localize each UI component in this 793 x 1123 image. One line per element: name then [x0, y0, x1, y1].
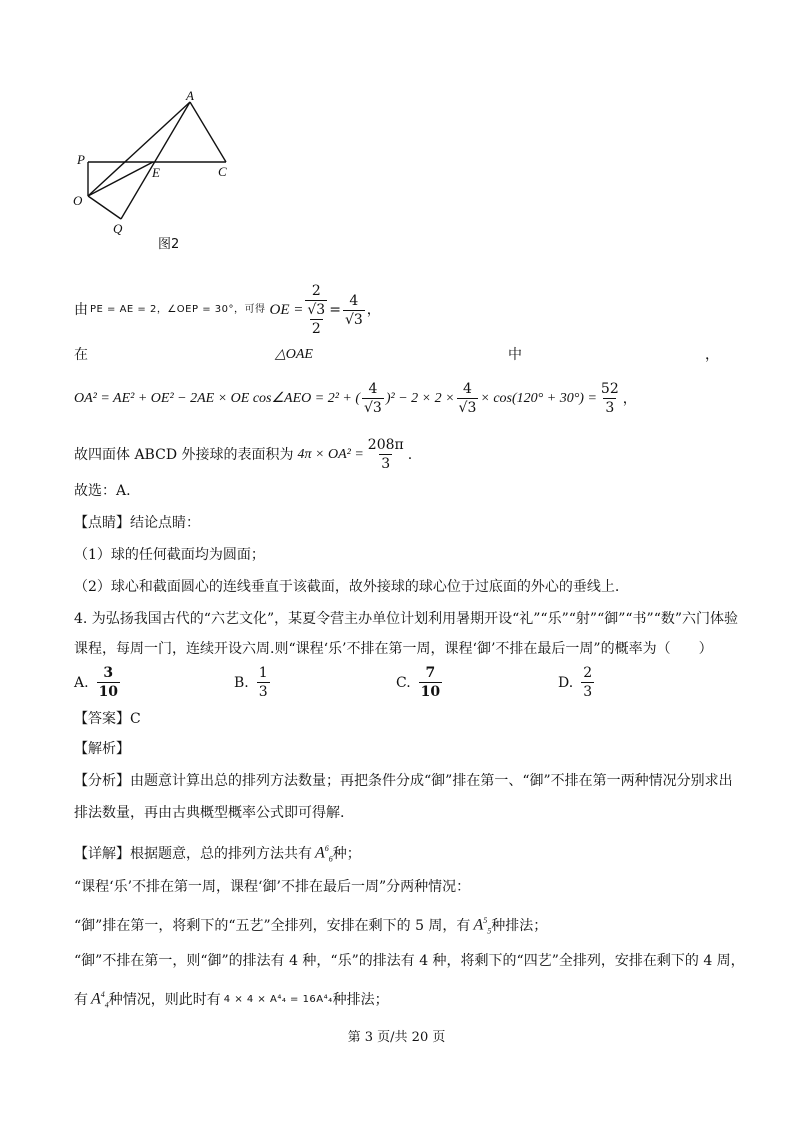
arrangement-a66: $A^6_6$	[315, 844, 333, 864]
surface-area-line: 故四面体 ABCD 外接球的表面积为 4π × OA² = $\frac{208\pi}{3}$ .	[74, 437, 413, 472]
detail-line: 【详解】根据题意，总的排列方法共有 $A^6_6$ 种；	[74, 840, 361, 869]
label-c: C	[218, 164, 227, 179]
fraction-2-over: 2 √3 2	[307, 283, 326, 337]
option-a: A. $\frac{3}{10}$	[74, 665, 119, 700]
case-1: “御”排在第一，将剩下的“五艺”全排列，安排在剩下的 5 周，有 $A^5_5$ 种排法；	[74, 912, 547, 941]
line-oe-derivation: 由 PE = AE = 2，∠OEP = 30°，可得 OE = 2 √3 2 = $\frac{4}{√3}$ ，	[74, 283, 381, 337]
oe-label: OE =	[269, 302, 304, 318]
text-comma: ，	[705, 347, 719, 363]
geometry-figure	[68, 88, 238, 256]
page-footer: 第 3 页/共 20 页	[347, 1030, 446, 1045]
question-4-line-2: 课程，每周一门，连续开设六周.则“课程‘乐’不排在第一周，课程‘御’不排在最后一周”的概率为（ ）	[74, 641, 713, 657]
arrangement-a55: $A^5_5$	[473, 916, 492, 936]
option-b: B. $\frac{1}{3}$	[234, 665, 268, 700]
case-2-expression: 4 × 4 × A⁴₄ = 16A⁴₄	[223, 994, 333, 1006]
figure-2	[68, 88, 238, 256]
text-zai: 在	[74, 347, 88, 363]
analysis-heading: 【解析】	[74, 741, 130, 757]
question-4-line-1: 4. 为弘扬我国古代的“六艺文化”，某夏令营主办单位计划利用暑期开设“礼”“乐”“射”“御”“书”“数”六门体验	[74, 611, 739, 627]
fraction-4-root3: $\frac{4}{√3}$	[344, 292, 363, 328]
dianjing-heading: 【点睛】结论点睛：	[74, 515, 200, 531]
label-p: P	[77, 152, 85, 167]
option-d: D. $\frac{2}{3}$	[558, 665, 593, 700]
text-zhong: 中	[508, 347, 522, 363]
fenxi-line-2: 排法数量，再由古典概型概率公式即可得解.	[74, 805, 345, 821]
case-2-line-1: “御”不排在第一，则“御”的排法有 4 种，“乐”的排法有 4 种，将剩下的“四艺”全排列，安排在剩下的 4 周，	[74, 953, 745, 969]
option-c: C. $\frac{7}{10}$	[396, 665, 441, 700]
case-2-line-2: 有 $A^4_4$ 种情况，则此时有 4 × 4 × A⁴₄ = 16A⁴₄ 种排法；	[74, 986, 389, 1015]
figure-caption: 图2	[158, 237, 180, 252]
condition-text: PE = AE = 2，∠OEP = 30°，可得	[90, 304, 266, 315]
text-you: 由	[74, 302, 88, 318]
oa-squared-equation: OA² = AE² + OE² − 2AE × OE cos∠AEO = 2² + ( $\frac{4}{√3}$ )² − 2 × 2 × $\frac{4}{√3}$ × cos(120° + 30°) = $\frac{52}{3}$ ，	[74, 381, 637, 416]
fenxi-line-1: 【分析】由题意计算出总的排列方法数量；再把条件分成“御”排在第一、“御”不排在第一两种情况分别求出	[74, 773, 733, 789]
answer-line: 【答案】C	[74, 711, 141, 727]
label-o: O	[73, 193, 83, 208]
label-a: A	[186, 88, 194, 103]
arrangement-a44: $A^4_4$	[91, 990, 109, 1010]
choose-line: 故选：A.	[74, 483, 131, 499]
case-intro: “课程‘乐’不排在第一周，课程‘御’不排在最后一周”分两种情况：	[74, 879, 471, 895]
conclusion-2: （2）球心和截面圆心的连线垂直于该截面，故外接球的球心位于过底面的外心的垂线上.	[74, 579, 620, 595]
conclusion-1: （1）球的任何截面均为圆面；	[74, 547, 265, 563]
label-e: E	[152, 165, 160, 180]
triangle-oae: △OAE	[275, 347, 313, 362]
label-q: Q	[113, 221, 123, 236]
